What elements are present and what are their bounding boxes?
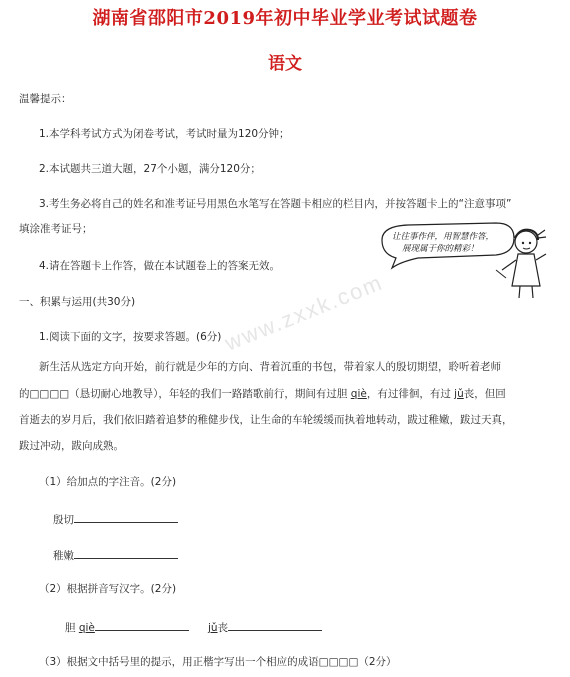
sub-question-2: （2）根据拼音写汉字。(2分) [39,583,177,595]
answer-blank[interactable] [228,619,322,631]
mascot-illustration [378,218,548,300]
answer-blank[interactable] [74,547,178,559]
answer-blank[interactable] [74,511,178,523]
pinyin-qie: qiè [350,388,367,400]
answer-line-zhinen[interactable] [53,547,178,563]
watermark: www.zxxk.com [221,269,387,356]
passage-line-1: 新生活从选定方向开始，前行就是少年的方向、背着沉重的书包，带着家人的殷切期望，聆听着老师 [39,361,501,373]
answer-line-yinqie[interactable] [53,511,178,527]
answer-line-ju[interactable] [208,619,322,635]
subject-title: 语文 [268,54,302,74]
passage-line-2 [19,386,539,401]
pinyin-ju-label: jǔ [208,622,218,634]
answer-blank[interactable] [95,619,189,631]
term-sang: 丧 [217,622,229,634]
passage-line-3: 首逝去的岁月后，我们依旧踏着追梦的稚健步伐，让生命的车轮缓缓而执着地转动，跋过稚嫩，跋过天真， [19,414,513,426]
bubble-text-1: 让往事作伴，用智慧作答， [392,232,495,242]
tip-item-4: 4.请在答题卡上作答，做在本试题卷上的答案无效。 [39,260,281,272]
passage-line-2-a: 的□□□□（恳切耐心地教导），年轻的我们一路踏歌前行，期间有过胆 [19,388,351,400]
term-dan: 胆 [65,622,76,634]
tip-item-3: 3.考生务必将自己的姓名和准考证号用黑色水笔写在答题卡相应的栏目内，并按答题卡上的“注意事项” [39,198,512,210]
tips-heading: 温馨提示： [19,93,72,105]
term-yinqie: 殷切 [53,514,74,526]
pinyin-qie-label: qiè [78,622,95,634]
exam-title: 湖南省邵阳市2019年初中毕业学业考试试题卷 [92,8,478,29]
passage-line-2-b: ，有过徘徊，有过 [366,388,455,400]
question-1: 1.阅读下面的文字，按要求答题。(6分) [39,331,222,343]
sub-question-3: （3）根据文中括号里的提示，用正楷字写出一个相应的成语□□□□（2分） [39,656,397,668]
section-1-heading: 一、积累与运用(共30分) [19,296,136,308]
answer-line-qie[interactable] [65,619,189,635]
bubble-text-2: 展现属于你的精彩！ [402,244,479,254]
passage-line-2-c: 丧，但回 [463,388,506,400]
passage-line-4: 跋过冲动，跋向成熟。 [19,440,124,452]
tip-item-3-cont: 填涂准考证号； [19,223,93,235]
tip-item-2: 2.本试题共三道大题，27个小题，满分120分； [39,163,261,175]
term-zhinen: 稚嫩 [53,550,74,562]
sub-question-1: （1）给加点的字注音。(2分) [39,476,177,488]
tip-item-1: 1.本学科考试方式为闭卷考试，考试时量为120分钟； [39,128,290,140]
pinyin-ju: jǔ [454,388,464,400]
